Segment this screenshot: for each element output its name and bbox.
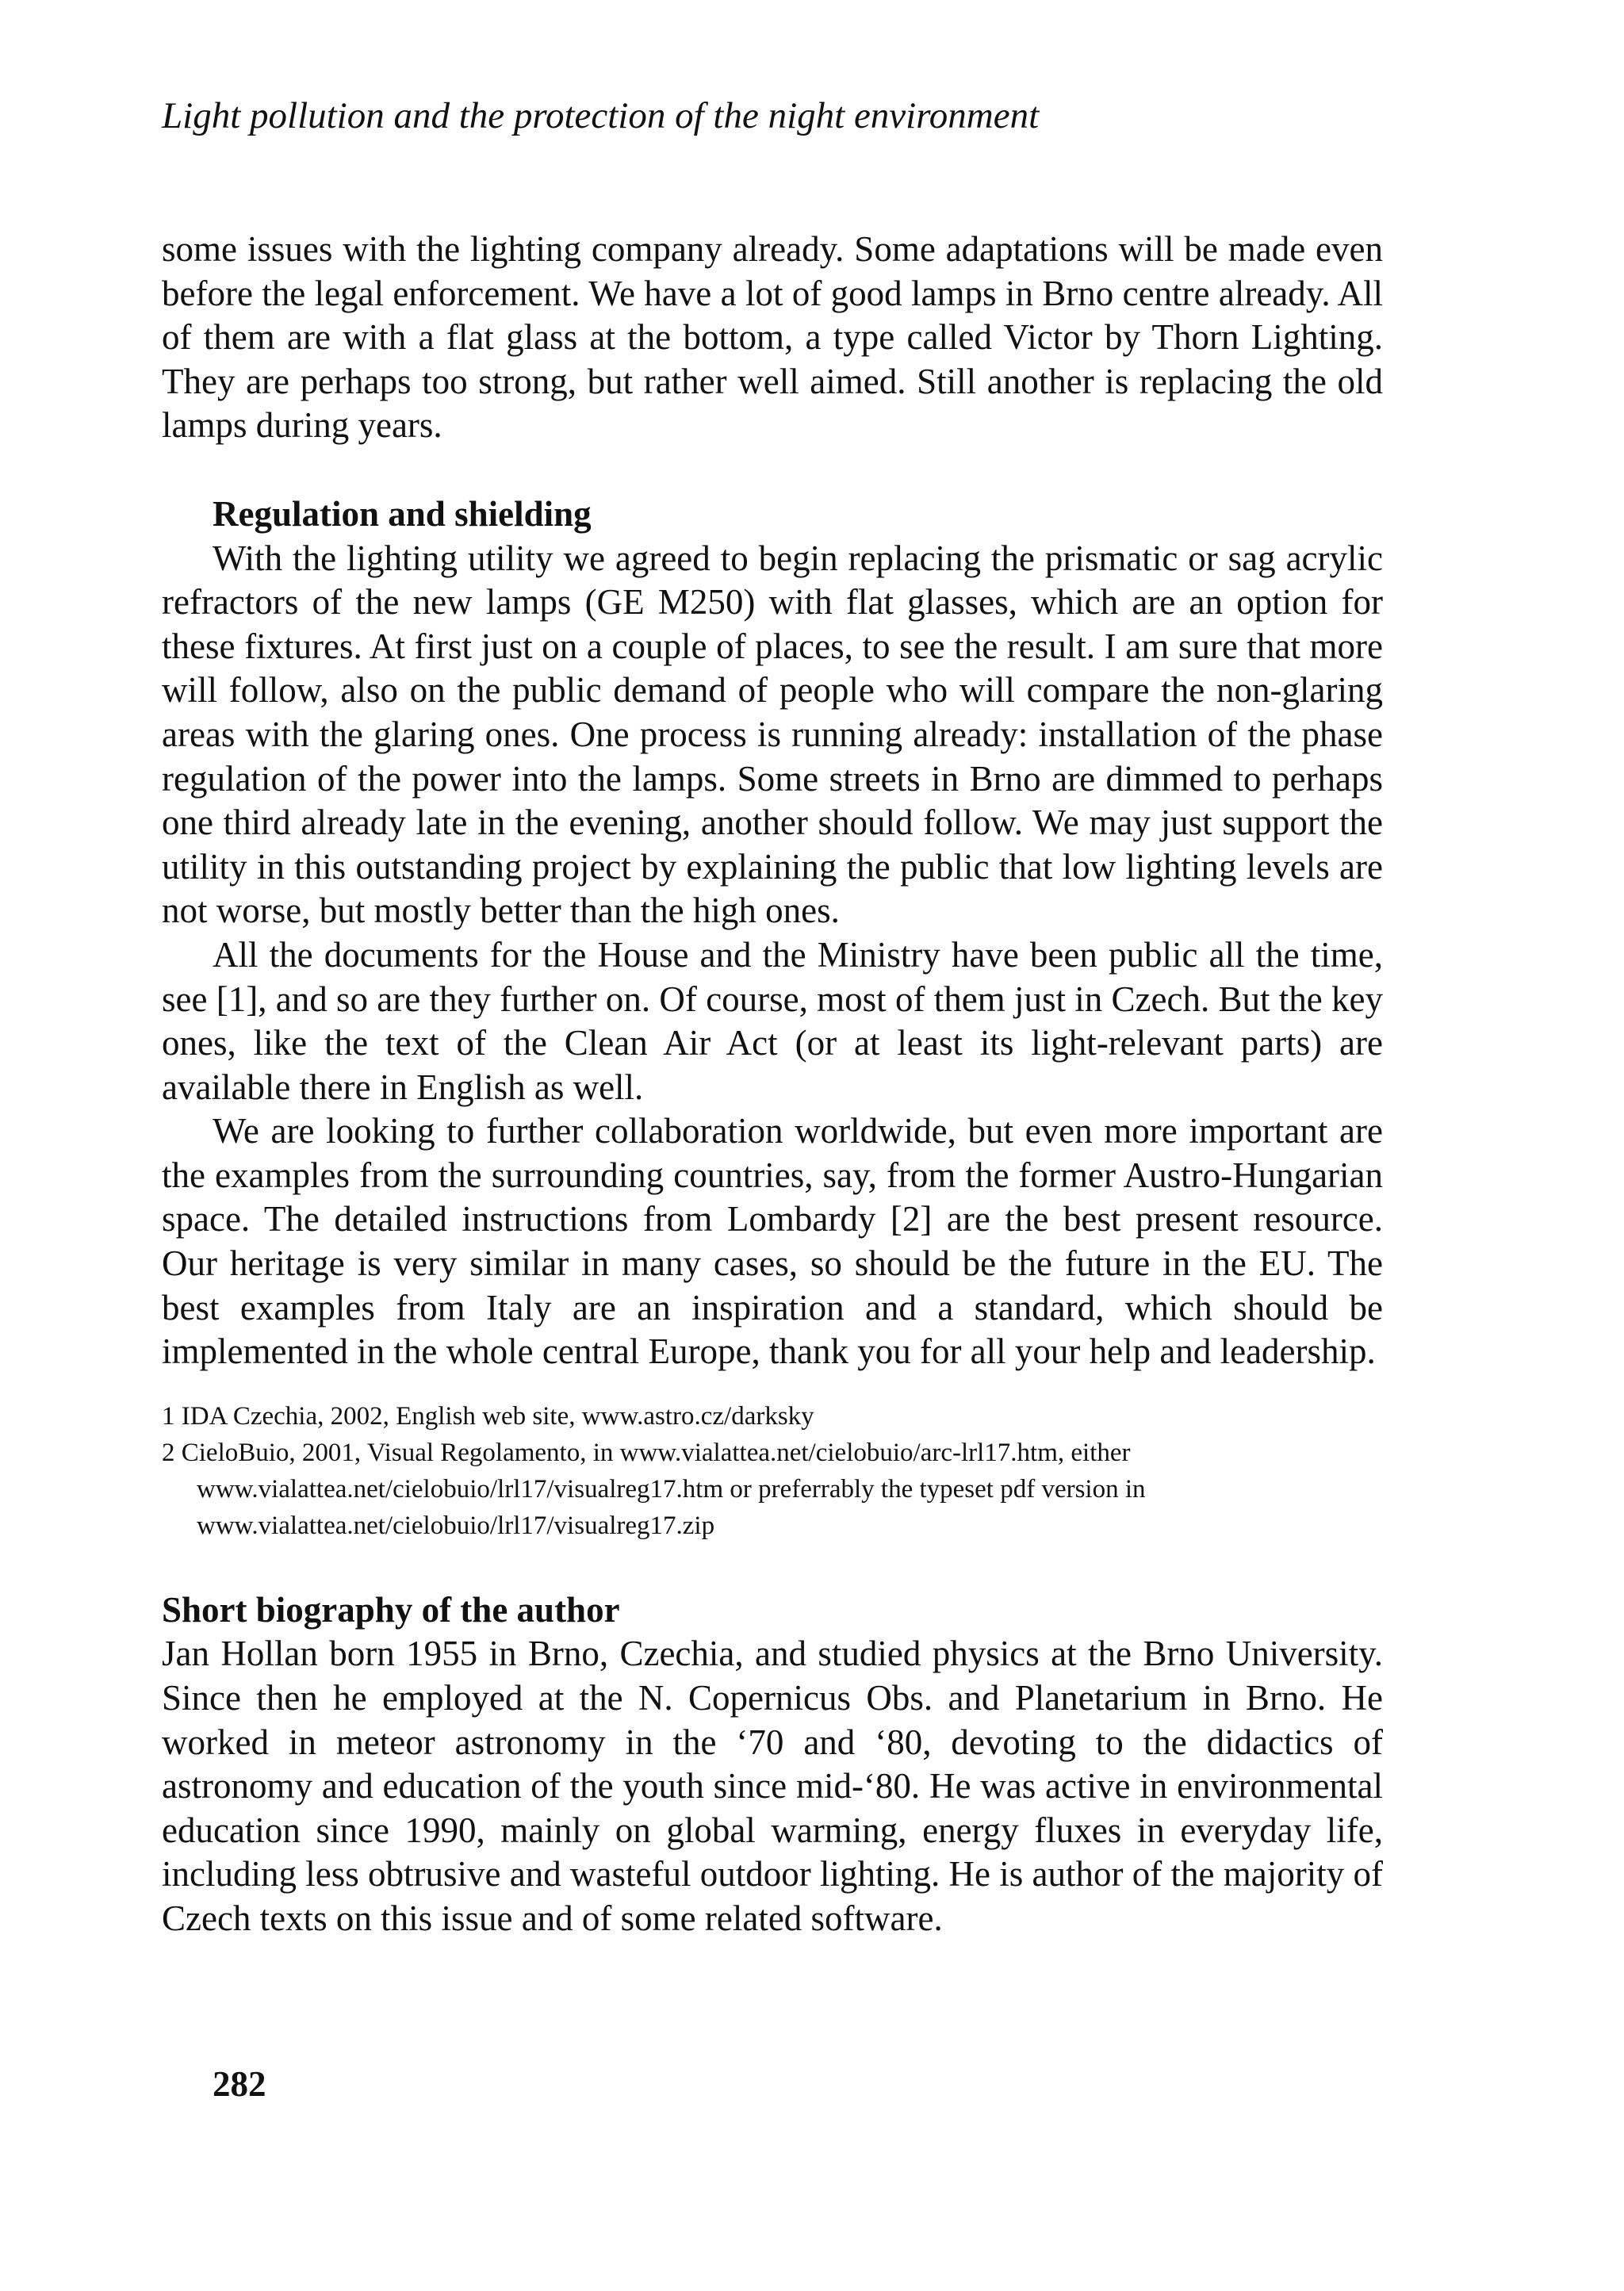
running-header: Light pollution and the protection of the night environment [162, 95, 1040, 136]
page-number: 282 [213, 2064, 266, 2104]
section-spacer [162, 1544, 1383, 1588]
regulation-paragraph-3: We are looking to further collaboration worldwide, but even more important are the examples from the surrounding countries, say, from the former Austro-Hungarian space. The detailed instructions from Lombardy [2] are the best present resource. Our heritage is very similar in many cases, so should be the future in the EU. The best examples from Italy are an inspiration and a standard, which should be implemented in the whole central Europe, thank you for all your help and leadership. [162, 1111, 1383, 1372]
regulation-paragraph-1: With the lighting utility we agreed to begin replacing the prismatic or sag acrylic refractors of the new lamps (GE M250) with flat glasses, which are an option for these fixtures. At first just on a couple of places, to see the result. I am sure that more will follow, also on the public demand of people who will compare the non-glaring areas with the glaring ones. One process is running already: installation of the phase regulation of the power into the lamps. Some streets in Brno are dimmed to perhaps one third already late in the evening, another should follow. We may just support the utility in this outstanding project by explaining the public that low lighting levels are not worse, but mostly better than the high ones. [162, 538, 1383, 931]
regulation-paragraph-2: All the documents for the House and the Ministry have been public all the time, see [1], and so are they further on. Of course, most of them just in Czech. But the key ones, like the text of the Clean Air Act (or at least its light-relevant parts) are available there in English as well. [162, 934, 1383, 1107]
intro-paragraph: some issues with the lighting company already. Some adaptations will be made even before the legal enforcement. We have a lot of good lamps in Brno centre already. All of them are with a flat glass at the bottom, a type called Victor by Thorn Lighting. They are perhaps too strong, but rather well aimed. Still another is replacing the old lamps during years. [162, 229, 1383, 446]
page-body [162, 228, 1383, 1941]
footnote-2: 2 CieloBuio, 2001, Visual Regolamento, in www.vialattea.net/cielobuio/arc-lrl17.htm, either www.vialattea.net/cielobuio/lrl17/visualreg17.htm or preferrably the typeset pdf version in www.vialattea.net/cielobuio/lrl17/visualreg17.zip [162, 1438, 1146, 1540]
section-spacer [162, 448, 1383, 492]
footnote-1: 1 IDA Czechia, 2002, English web site, www.astro.cz/darksky [162, 1401, 814, 1431]
book-page [162, 0, 1383, 2291]
section-heading-biography: Short biography of the author [162, 1589, 620, 1630]
biography-paragraph: Jan Hollan born 1955 in Brno, Czechia, and studied physics at the Brno University. Since then he employed at the N. Copernicus Obs. and Planetarium in Brno. He worked in meteor astronomy in the ‘70 and ‘80, devoting to the didactics of astronomy and education of the youth since mid-‘80. He was active in environmental education since 1990, mainly on global warming, energy fluxes in everyday life, including less obtrusive and wasteful outdoor lighting. He is author of the majority of Czech texts on this issue and of some related software. [162, 1634, 1383, 1938]
section-heading-regulation: Regulation and shielding [213, 493, 592, 534]
footnotes [162, 1398, 1383, 1544]
